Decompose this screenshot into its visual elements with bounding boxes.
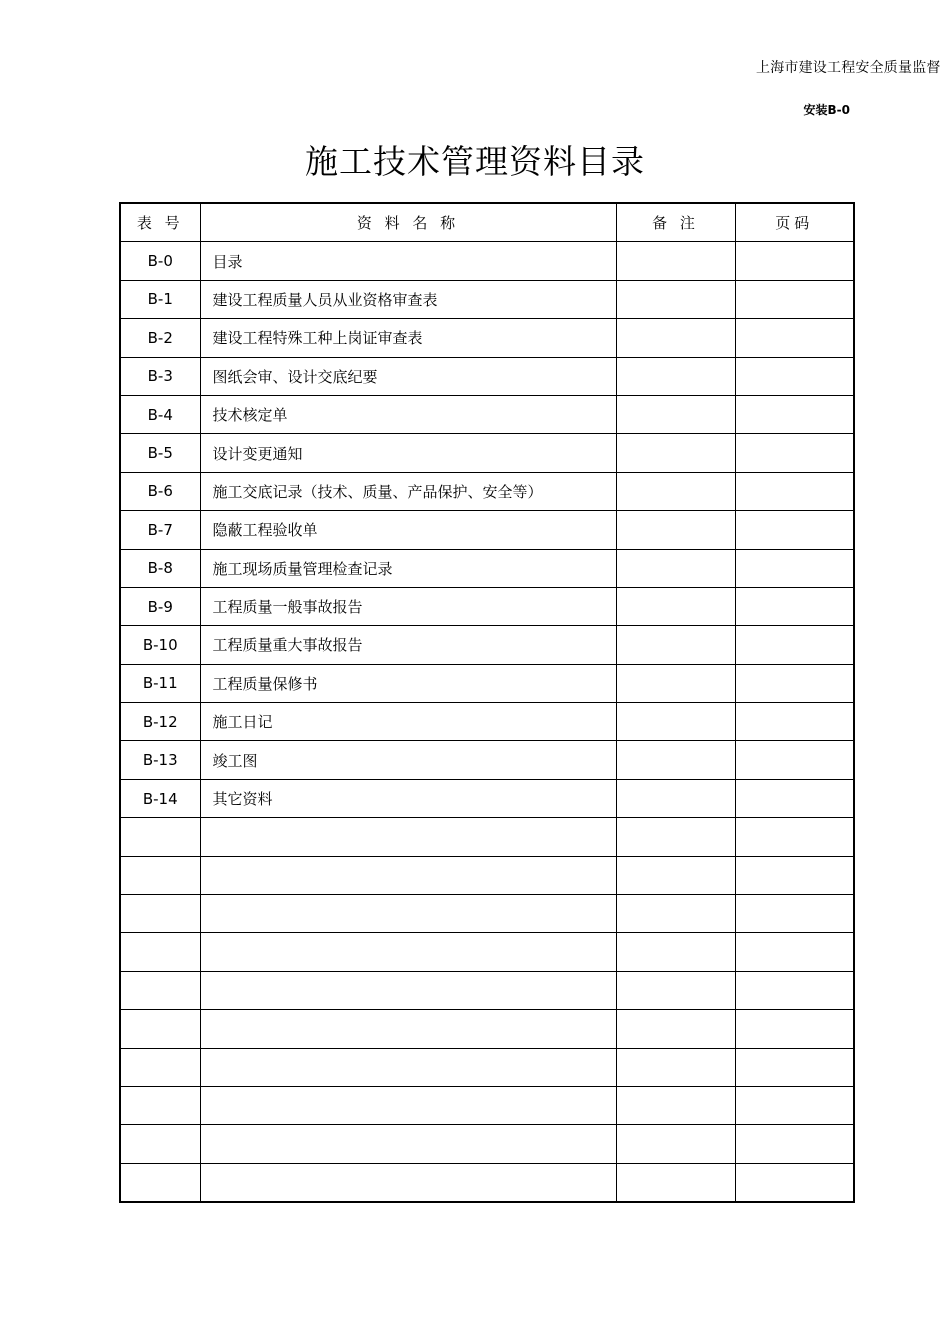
row-name-cell: 工程质量一般事故报告 <box>200 587 616 625</box>
table-row <box>120 971 854 1009</box>
row-name-cell <box>200 1086 616 1124</box>
page-title: 施工技术管理资料目录 <box>305 142 645 181</box>
table-row <box>120 472 854 510</box>
row-code-cell: B-12 <box>120 703 200 741</box>
row-name-cell <box>200 1010 616 1048</box>
table-row <box>120 741 854 779</box>
table-row <box>120 1125 854 1163</box>
row-code-cell: B-7 <box>120 511 200 549</box>
column-header-name: 资 料 名 称 <box>200 203 616 242</box>
table-row <box>120 703 854 741</box>
table-row <box>120 1086 854 1124</box>
row-name-cell: 工程质量保修书 <box>200 664 616 702</box>
row-page-cell <box>735 1125 854 1163</box>
row-page-cell <box>735 1010 854 1048</box>
row-name-cell: 技术核定单 <box>200 395 616 433</box>
row-page-cell <box>735 971 854 1009</box>
row-page-cell <box>735 242 854 280</box>
row-code-cell <box>120 1048 200 1086</box>
row-name-cell: 目录 <box>200 242 616 280</box>
row-page-cell <box>735 587 854 625</box>
row-remark-cell <box>616 1048 735 1086</box>
row-code-cell <box>120 895 200 933</box>
row-page-cell <box>735 626 854 664</box>
row-code-cell <box>120 856 200 894</box>
row-remark-cell <box>616 1086 735 1124</box>
table-row <box>120 319 854 357</box>
row-remark-cell <box>616 472 735 510</box>
row-remark-cell <box>616 1010 735 1048</box>
row-code-cell <box>120 1010 200 1048</box>
row-name-cell: 施工现场质量管理检查记录 <box>200 549 616 587</box>
form-code: 安装B-0 <box>803 103 850 117</box>
row-page-cell <box>735 511 854 549</box>
row-page-cell <box>735 1086 854 1124</box>
row-remark-cell <box>616 971 735 1009</box>
row-name-cell <box>200 856 616 894</box>
row-page-cell <box>735 779 854 817</box>
table-row <box>120 1048 854 1086</box>
row-page-cell <box>735 933 854 971</box>
row-page-cell <box>735 357 854 395</box>
row-remark-cell <box>616 549 735 587</box>
row-code-cell: B-14 <box>120 779 200 817</box>
table-row <box>120 587 854 625</box>
row-code-cell: B-9 <box>120 587 200 625</box>
row-code-cell: B-8 <box>120 549 200 587</box>
row-name-cell <box>200 1163 616 1202</box>
table-row <box>120 357 854 395</box>
row-code-cell: B-13 <box>120 741 200 779</box>
table-row <box>120 895 854 933</box>
row-name-cell: 建设工程特殊工种上岗证审查表 <box>200 319 616 357</box>
row-page-cell <box>735 664 854 702</box>
row-page-cell <box>735 434 854 472</box>
row-code-cell: B-1 <box>120 280 200 318</box>
table-header-row <box>120 203 854 242</box>
organization-header: 上海市建设工程安全质量监督 <box>756 60 941 76</box>
row-page-cell <box>735 856 854 894</box>
row-page-cell <box>735 549 854 587</box>
table-row <box>120 434 854 472</box>
row-code-cell <box>120 1086 200 1124</box>
row-name-cell <box>200 933 616 971</box>
row-remark-cell <box>616 818 735 856</box>
row-code-cell: B-6 <box>120 472 200 510</box>
column-header-page: 页码 <box>735 203 854 242</box>
row-page-cell <box>735 818 854 856</box>
row-code-cell: B-2 <box>120 319 200 357</box>
row-remark-cell <box>616 319 735 357</box>
row-remark-cell <box>616 587 735 625</box>
row-page-cell <box>735 395 854 433</box>
row-remark-cell <box>616 1163 735 1202</box>
table-row <box>120 626 854 664</box>
row-name-cell: 施工日记 <box>200 703 616 741</box>
row-remark-cell <box>616 741 735 779</box>
row-code-cell: B-4 <box>120 395 200 433</box>
row-code-cell: B-10 <box>120 626 200 664</box>
row-remark-cell <box>616 664 735 702</box>
row-name-cell: 其它资料 <box>200 779 616 817</box>
table-row <box>120 779 854 817</box>
row-remark-cell <box>616 933 735 971</box>
table-row <box>120 1010 854 1048</box>
table-row <box>120 933 854 971</box>
row-name-cell: 工程质量重大事故报告 <box>200 626 616 664</box>
row-remark-cell <box>616 626 735 664</box>
table-row <box>120 242 854 280</box>
row-page-cell <box>735 895 854 933</box>
column-header-code: 表 号 <box>120 203 200 242</box>
table-row <box>120 511 854 549</box>
row-page-cell <box>735 703 854 741</box>
row-page-cell <box>735 319 854 357</box>
table-row <box>120 1163 854 1202</box>
row-name-cell <box>200 1048 616 1086</box>
row-remark-cell <box>616 242 735 280</box>
row-page-cell <box>735 1163 854 1202</box>
row-page-cell <box>735 280 854 318</box>
row-remark-cell <box>616 357 735 395</box>
table-row <box>120 664 854 702</box>
table-row <box>120 280 854 318</box>
row-code-cell <box>120 818 200 856</box>
row-remark-cell <box>616 779 735 817</box>
row-code-cell: B-3 <box>120 357 200 395</box>
row-code-cell: B-11 <box>120 664 200 702</box>
row-name-cell: 竣工图 <box>200 741 616 779</box>
row-name-cell <box>200 895 616 933</box>
row-name-cell: 图纸会审、设计交底纪要 <box>200 357 616 395</box>
row-name-cell <box>200 818 616 856</box>
row-page-cell <box>735 1048 854 1086</box>
row-name-cell: 设计变更通知 <box>200 434 616 472</box>
row-code-cell: B-0 <box>120 242 200 280</box>
row-remark-cell <box>616 434 735 472</box>
row-remark-cell <box>616 511 735 549</box>
table-row <box>120 395 854 433</box>
row-remark-cell <box>616 856 735 894</box>
column-header-remark: 备 注 <box>616 203 735 242</box>
row-code-cell <box>120 971 200 1009</box>
table-row <box>120 549 854 587</box>
row-page-cell <box>735 741 854 779</box>
row-remark-cell <box>616 280 735 318</box>
row-name-cell: 隐蔽工程验收单 <box>200 511 616 549</box>
table-row <box>120 856 854 894</box>
row-code-cell <box>120 933 200 971</box>
row-name-cell <box>200 1125 616 1163</box>
row-remark-cell <box>616 395 735 433</box>
row-code-cell: B-5 <box>120 434 200 472</box>
catalog-table <box>119 202 855 1203</box>
row-remark-cell <box>616 895 735 933</box>
row-name-cell: 建设工程质量人员从业资格审查表 <box>200 280 616 318</box>
row-remark-cell <box>616 703 735 741</box>
row-code-cell <box>120 1125 200 1163</box>
row-name-cell: 施工交底记录（技术、质量、产品保护、安全等） <box>200 472 616 510</box>
row-name-cell <box>200 971 616 1009</box>
row-code-cell <box>120 1163 200 1202</box>
table-row <box>120 818 854 856</box>
row-page-cell <box>735 472 854 510</box>
row-remark-cell <box>616 1125 735 1163</box>
